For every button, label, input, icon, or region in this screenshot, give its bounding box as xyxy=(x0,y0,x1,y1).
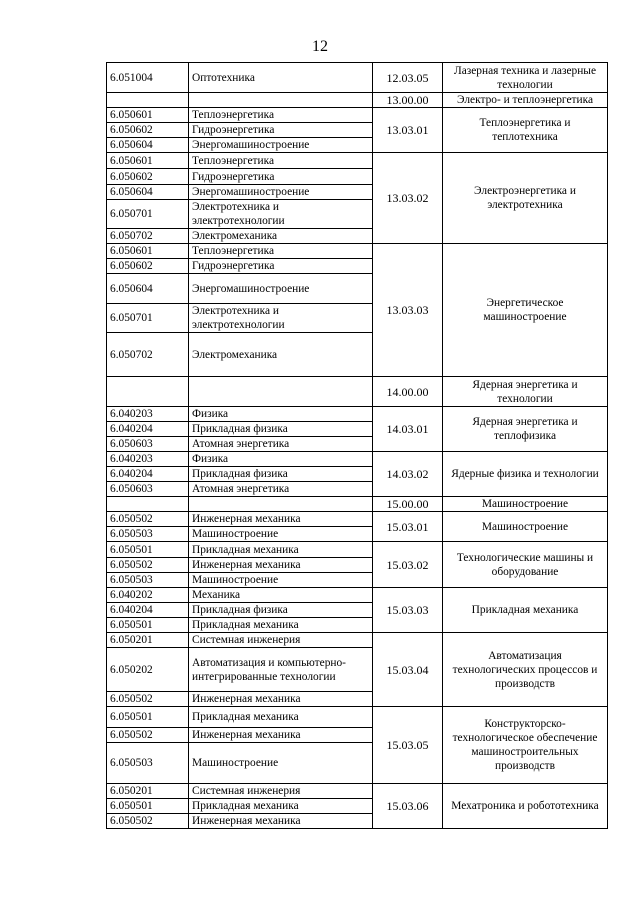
old-code: 6.050601 xyxy=(107,108,189,123)
table-row xyxy=(107,93,608,108)
old-name xyxy=(189,377,373,407)
old-name: Энергомашиностроение xyxy=(189,138,373,153)
table-row xyxy=(107,497,608,512)
old-code: 6.051004 xyxy=(107,63,189,93)
table-row xyxy=(107,588,608,603)
old-code: 6.050503 xyxy=(107,573,189,588)
new-name: Технологические машины и оборудование xyxy=(443,542,608,588)
old-code: 6.050501 xyxy=(107,618,189,633)
old-name: Прикладная механика xyxy=(189,707,373,728)
new-name: Автоматизация технологических процессов и производств xyxy=(443,633,608,707)
new-code: 15.00.00 xyxy=(373,497,443,512)
old-name: Атомная энергетика xyxy=(189,437,373,452)
new-name: Конструкторско-технологическое обеспечение машиностроительных производств xyxy=(443,707,608,784)
old-code: 6.050502 xyxy=(107,512,189,527)
old-code: 6.050501 xyxy=(107,542,189,558)
table-row xyxy=(107,542,608,558)
old-name: Прикладная физика xyxy=(189,603,373,618)
old-code: 6.050604 xyxy=(107,138,189,153)
old-code: 6.050603 xyxy=(107,482,189,497)
old-code: 6.050501 xyxy=(107,799,189,814)
old-code: 6.050202 xyxy=(107,648,189,692)
old-name: Теплоэнергетика xyxy=(189,153,373,169)
old-name: Прикладная физика xyxy=(189,422,373,437)
old-name: Прикладная механика xyxy=(189,542,373,558)
new-code: 13.03.02 xyxy=(373,153,443,244)
old-name: Электротехника и электротехнологии xyxy=(189,304,373,333)
old-code: 6.050601 xyxy=(107,153,189,169)
new-code: 13.03.03 xyxy=(373,244,443,377)
new-code: 15.03.02 xyxy=(373,542,443,588)
old-code: 6.050502 xyxy=(107,558,189,573)
old-name: Инженерная механика xyxy=(189,692,373,707)
old-code: 6.040204 xyxy=(107,422,189,437)
old-name: Прикладная физика xyxy=(189,467,373,482)
new-name: Электроэнергетика и электротехника xyxy=(443,153,608,244)
old-name: Инженерная механика xyxy=(189,512,373,527)
new-name: Ядерная энергетика и теплофизика xyxy=(443,407,608,452)
specialty-correspondence-table xyxy=(106,62,608,829)
old-code: 6.050501 xyxy=(107,707,189,728)
old-code xyxy=(107,377,189,407)
old-code: 6.050201 xyxy=(107,784,189,799)
new-name: Лазерная техника и лазерные технологии xyxy=(443,63,608,93)
new-code: 12.03.05 xyxy=(373,63,443,93)
old-code: 6.050702 xyxy=(107,333,189,377)
new-code: 15.03.05 xyxy=(373,707,443,784)
new-name: Ядерная энергетика и технологии xyxy=(443,377,608,407)
table-row xyxy=(107,407,608,422)
table-row xyxy=(107,153,608,169)
new-name: Электро- и теплоэнергетика xyxy=(443,93,608,108)
new-name: Ядерные физика и технологии xyxy=(443,452,608,497)
old-code: 6.050201 xyxy=(107,633,189,648)
old-name: Автоматизация и компьютерно-интегрированные технологии xyxy=(189,648,373,692)
old-code: 6.050503 xyxy=(107,743,189,784)
old-name: Физика xyxy=(189,407,373,422)
new-name: Прикладная механика xyxy=(443,588,608,633)
old-name: Атомная энергетика xyxy=(189,482,373,497)
new-code: 13.03.01 xyxy=(373,108,443,153)
table-row xyxy=(107,377,608,407)
old-code: 6.050502 xyxy=(107,814,189,829)
new-code: 15.03.06 xyxy=(373,784,443,829)
old-code: 6.050503 xyxy=(107,527,189,542)
old-name: Электромеханика xyxy=(189,229,373,244)
old-code: 6.050604 xyxy=(107,185,189,200)
old-code: 6.050602 xyxy=(107,169,189,185)
old-code: 6.050701 xyxy=(107,200,189,229)
old-name: Прикладная механика xyxy=(189,618,373,633)
new-name: Машиностроение xyxy=(443,497,608,512)
old-code: 6.050702 xyxy=(107,229,189,244)
old-code: 6.050603 xyxy=(107,437,189,452)
table-row xyxy=(107,633,608,648)
old-code: 6.050602 xyxy=(107,259,189,274)
old-name xyxy=(189,93,373,108)
old-code: 6.040202 xyxy=(107,588,189,603)
old-name: Машиностроение xyxy=(189,573,373,588)
old-name: Энергомашиностроение xyxy=(189,274,373,304)
old-code: 6.050602 xyxy=(107,123,189,138)
new-code: 14.00.00 xyxy=(373,377,443,407)
old-code: 6.040203 xyxy=(107,452,189,467)
table-row xyxy=(107,707,608,728)
old-name: Инженерная механика xyxy=(189,558,373,573)
old-code: 6.040204 xyxy=(107,603,189,618)
old-name: Электротехника и электротехнологии xyxy=(189,200,373,229)
table-row xyxy=(107,63,608,93)
old-name: Теплоэнергетика xyxy=(189,244,373,259)
old-code xyxy=(107,93,189,108)
new-code: 15.03.04 xyxy=(373,633,443,707)
old-code: 6.050502 xyxy=(107,728,189,743)
old-name: Гидроэнергетика xyxy=(189,169,373,185)
new-name: Теплоэнергетика и теплотехника xyxy=(443,108,608,153)
new-name: Машиностроение xyxy=(443,512,608,542)
new-code: 14.03.02 xyxy=(373,452,443,497)
new-name: Энергетическое машиностроение xyxy=(443,244,608,377)
old-name: Гидроэнергетика xyxy=(189,259,373,274)
table-row xyxy=(107,244,608,259)
old-code: 6.050701 xyxy=(107,304,189,333)
old-name: Энергомашиностроение xyxy=(189,185,373,200)
old-name: Физика xyxy=(189,452,373,467)
old-name: Прикладная механика xyxy=(189,799,373,814)
old-name: Теплоэнергетика xyxy=(189,108,373,123)
old-name: Системная инженерия xyxy=(189,633,373,648)
old-code: 6.050604 xyxy=(107,274,189,304)
old-name: Электромеханика xyxy=(189,333,373,377)
old-code: 6.050601 xyxy=(107,244,189,259)
table-row xyxy=(107,108,608,123)
old-name: Оптотехника xyxy=(189,63,373,93)
old-name: Механика xyxy=(189,588,373,603)
old-code: 6.050502 xyxy=(107,692,189,707)
new-code: 15.03.03 xyxy=(373,588,443,633)
new-code: 15.03.01 xyxy=(373,512,443,542)
old-name xyxy=(189,497,373,512)
table-row xyxy=(107,784,608,799)
old-name: Системная инженерия xyxy=(189,784,373,799)
old-name: Гидроэнергетика xyxy=(189,123,373,138)
table-row xyxy=(107,512,608,527)
new-name: Мехатроника и робототехника xyxy=(443,784,608,829)
old-code: 6.040203 xyxy=(107,407,189,422)
old-name: Машиностроение xyxy=(189,527,373,542)
old-code xyxy=(107,497,189,512)
table-row xyxy=(107,452,608,467)
old-name: Машиностроение xyxy=(189,743,373,784)
old-code: 6.040204 xyxy=(107,467,189,482)
old-name: Инженерная механика xyxy=(189,814,373,829)
page-number: 12 xyxy=(312,38,328,55)
new-code: 13.00.00 xyxy=(373,93,443,108)
old-name: Инженерная механика xyxy=(189,728,373,743)
new-code: 14.03.01 xyxy=(373,407,443,452)
